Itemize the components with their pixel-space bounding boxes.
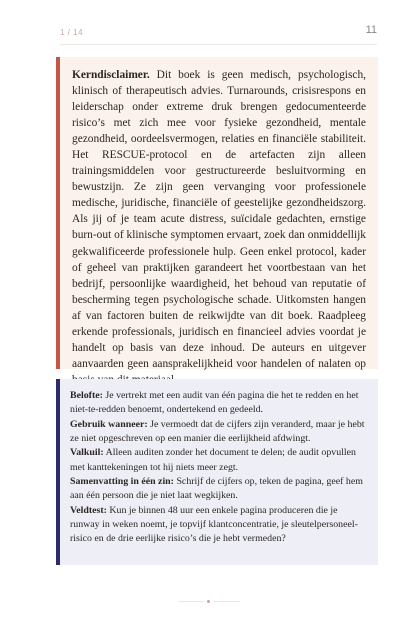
summary-text: Schrijf de cijfers op, teken de pagina, geef hem aan één persoon die je niet laat wegkijken. (70, 476, 363, 502)
pitfall-item (70, 446, 368, 475)
ornament-line (178, 601, 204, 602)
field-test-label: Veldtest: (70, 504, 107, 516)
ornament-dot-icon (207, 600, 210, 603)
chapter-summary-box (56, 379, 378, 565)
field-test-item (70, 504, 368, 547)
promise-label: Belofte: (70, 390, 103, 401)
promise-item (70, 389, 368, 418)
footer-ornament (178, 600, 240, 604)
chapter-marker: 1 / 14 (60, 28, 84, 37)
use-when-text: Je vermoedt dat de cijfers zijn veranderd, maar je hebt ze niet opgeschreven op een manier die eerlijkheid afdwingt. (70, 418, 365, 445)
summary-label: Samenvatting in één zin: (70, 476, 174, 488)
field-test-text: Kun je binnen 48 uur een enkele pagina produceren die je runway in weken noemt, je topvijf klantconcentratie, je sleutelpersoneel-risico en de drie eerlijke risico’s die je hebt vermeden? (70, 504, 358, 545)
page-number: 11 (365, 24, 377, 36)
use-when-label: Gebruik wanneer: (70, 418, 148, 430)
disclaimer-label: Kerndisclaimer. (72, 69, 150, 81)
disclaimer-text: Dit boek is geen medisch, psychologisch, klinisch of therapeutisch advies. Turnarounds, crisisrespons en leiderschap onder extreme druk brengen gedocumenteerde risico’s met zich mee voor fysieke gezondheid, mentale gezondheid, oordeelsvermogen, relaties en financiële stabiliteit. Het RESCUE-protocol en de artefacten zijn alleen trainingsmiddelen voor gestructureerde besluitvorming en bewustzijn. Ze zijn geen vervanging voor professionele medische, juridische, financiële of geestelijke gezondheidszorg. Als jij of je team acute distress, suïcidale gedachten, ernstige burn-out of klinische symptomen ervaart, zoek dan onmiddellijk gekwalificeerde professionele hulp. Geen enkel protocol, kader of geheel van praktijken garandeert het voortbestaan van het bedrijf, persoonlijke waardigheid, het behoud van reputatie of bescherming tegen psychologische schade. Uitkomsten hangen af van factoren buiten de reikwijdte van dit boek. Raadpleeg erkende professionals, juridisch en financieel advies voordat je handelt op basis van deze inhoud. De auteurs en uitgever aanvaarden geen aansprakelijkheid voor handelen of nalaten op (72, 69, 366, 370)
use-when-item (70, 418, 368, 447)
pitfall-text: Alleen auditen zonder het document te delen; de audit opvullen met kanttekeningen tot hij niets meer zegt. (70, 447, 356, 473)
promise-text: Je vertrekt met een audit van één pagina die het te redden en het niet-te-redden benoemt, ondertekend en gedeeld. (70, 390, 359, 416)
ornament-line (214, 601, 240, 602)
summary-item (70, 475, 368, 504)
core-disclaimer-box (56, 57, 378, 369)
page-header (60, 22, 377, 45)
pitfall-label: Valkuil: (70, 447, 104, 459)
